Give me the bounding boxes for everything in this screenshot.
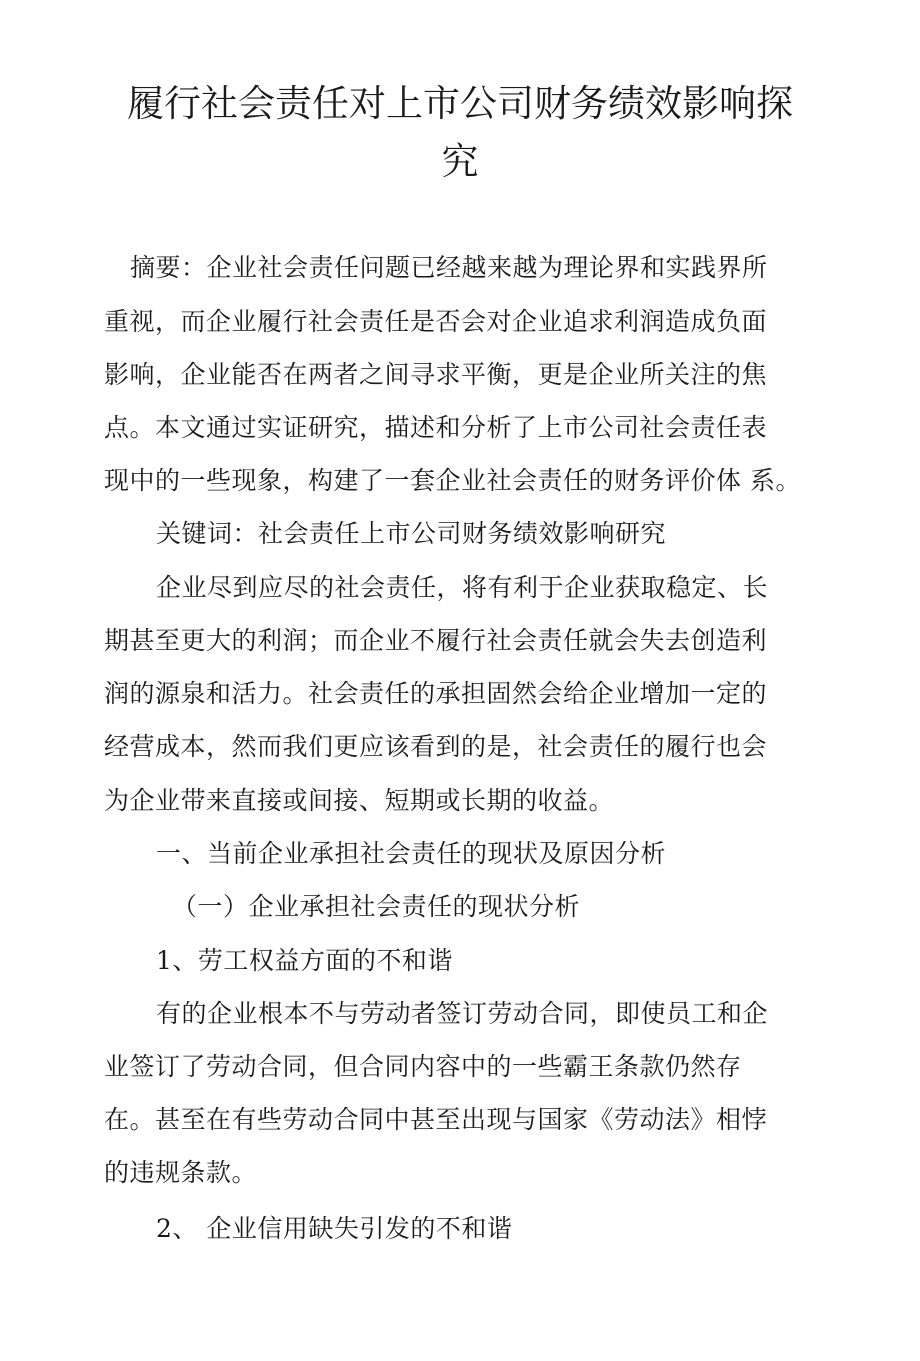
subsection-heading-1: （一）企业承担社会责任的现状分析 — [172, 892, 581, 921]
body-paragraph-1-line-4: 经营成本，然而我们更应该看到的是，社会责任的履行也会 — [104, 732, 768, 761]
abstract-line-1: 摘要：企业社会责任问题已经越来越为理论界和实践界所 — [130, 253, 768, 282]
abstract-line-5: 现中的一些现象，构建了一套企业社会责任的财务评价体 系。 — [104, 466, 801, 495]
abstract-line-3: 影响，企业能否在两者之间寻求平衡，更是企业所关注的焦 — [104, 360, 768, 389]
body-paragraph-1-line-2: 期甚至更大的利润；而企业不履行社会责任就会失去创造利 — [104, 626, 768, 655]
keywords-line: 关键词：社会责任上市公司财务绩效影响研究 — [156, 519, 667, 548]
section-heading-1: 一、当前企业承担社会责任的现状及原因分析 — [156, 839, 667, 868]
body-paragraph-2-line-4: 的违规条款。 — [104, 1158, 258, 1187]
document-title-line-1: 履行社会责任对上市公司财务绩效影响探 — [127, 82, 793, 125]
abstract-line-2: 重视，而企业履行社会责任是否会对企业追求利润造成负面 — [104, 307, 768, 336]
abstract-line-4: 点。本文通过实证研究，描述和分析了上市公司社会责任表 — [104, 413, 768, 442]
body-paragraph-2-line-3: 在。甚至在有些劳动合同中甚至出现与国家《劳动法》相悖 — [104, 1105, 768, 1134]
body-paragraph-2-line-2: 业签订了劳动合同，但合同内容中的一些霸王条款仍然存 — [104, 1052, 742, 1081]
body-paragraph-1-line-5: 为企业带来直接或间接、短期或长期的收益。 — [104, 786, 615, 815]
body-paragraph-1-line-3: 润的源泉和活力。社会责任的承担固然会给企业增加一定的 — [104, 679, 768, 708]
item-heading-1: 1、劳工权益方面的不和谐 — [156, 946, 453, 975]
item-heading-2: 2、 企业信用缺失引发的不和谐 — [156, 1214, 513, 1243]
document-title-line-2: 究 — [441, 140, 479, 183]
body-paragraph-1-line-1: 企业尽到应尽的社会责任，将有利于企业获取稳定、长 — [156, 573, 769, 602]
body-paragraph-2-line-1: 有的企业根本不与劳动者签订劳动合同，即使员工和企 — [156, 999, 769, 1028]
